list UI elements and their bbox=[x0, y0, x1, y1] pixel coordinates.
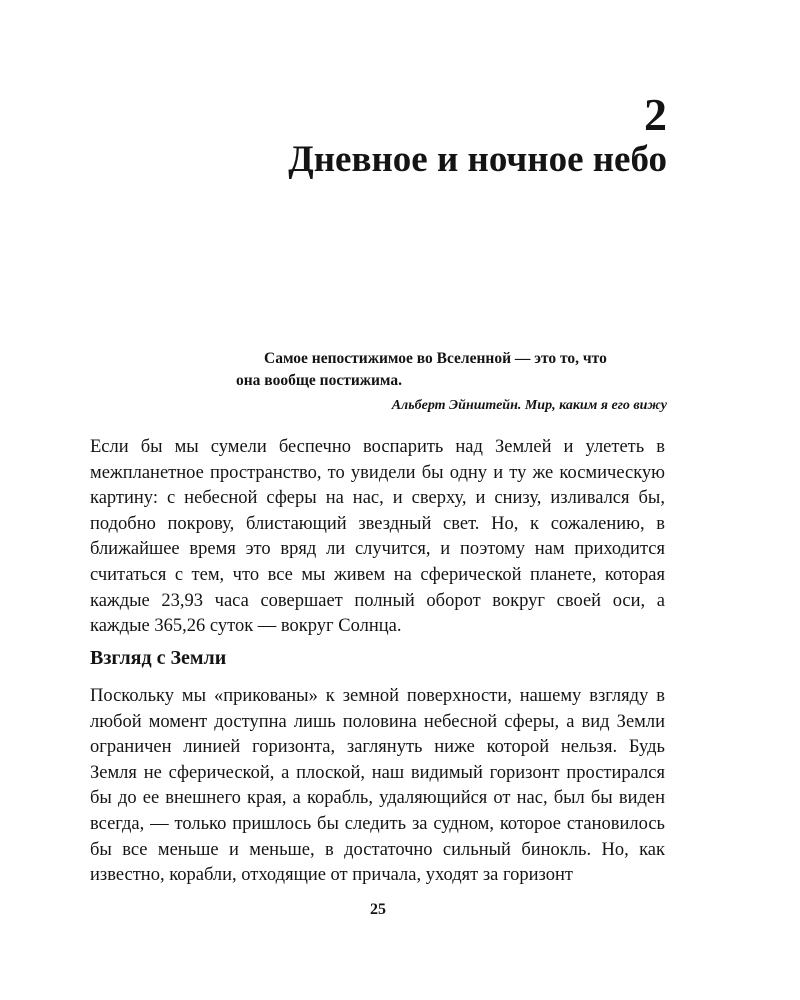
epigraph-quote bbox=[236, 348, 667, 392]
body-paragraph-1: Если бы мы сумели беспечно воспарить над Землей и улететь в межпланетное пространство, то увидели бы одну и ту же космическую картину: с небесной сферы на нас, и сверху, и снизу, изливался бы, подобно покрову, блистающий звездный свет. Но, к сожалению, в ближайшее время это вряд ли случится, и поэтому нам приходится считаться с тем, что все мы живем на сферической планете, которая каждые 23,93 часа совершает полный оборот вокруг своей оси, а каждые 365,26 суток — вокруг Солнца. bbox=[90, 437, 665, 637]
chapter-title: Дневное и ночное небо bbox=[288, 139, 667, 180]
epigraph-line-1: Самое непостижимое во Вселенной — это то, что bbox=[264, 350, 607, 367]
page-number: 25 bbox=[370, 901, 386, 918]
body-paragraph-2: Поскольку мы «прикованы» к земной поверхности, нашему взгляду в любой момент доступна лишь половина небесной сферы, а вид Земли ограничен линией горизонта, заглянуть ниже которой нельзя. Будь Земля не сферической, а плоской, наш видимый горизонт простирался бы до ее внешнего края, а корабль, удаляющийся от нас, был бы виден всегда, — только пришлось бы следить за судном, которое становилось бы все меньше и меньше, в достаточно сильный бинокль. Но, как известно, корабли, отходящие от причала, уходят за горизонт bbox=[90, 686, 665, 886]
epigraph-source: Альберт Эйнштейн. Мир, каким я его вижу bbox=[391, 398, 667, 413]
section-heading: Взгляд с Земли bbox=[90, 647, 227, 669]
epigraph-line-2: она вообще постижима. bbox=[236, 372, 403, 389]
chapter-number: 2 bbox=[644, 89, 667, 140]
